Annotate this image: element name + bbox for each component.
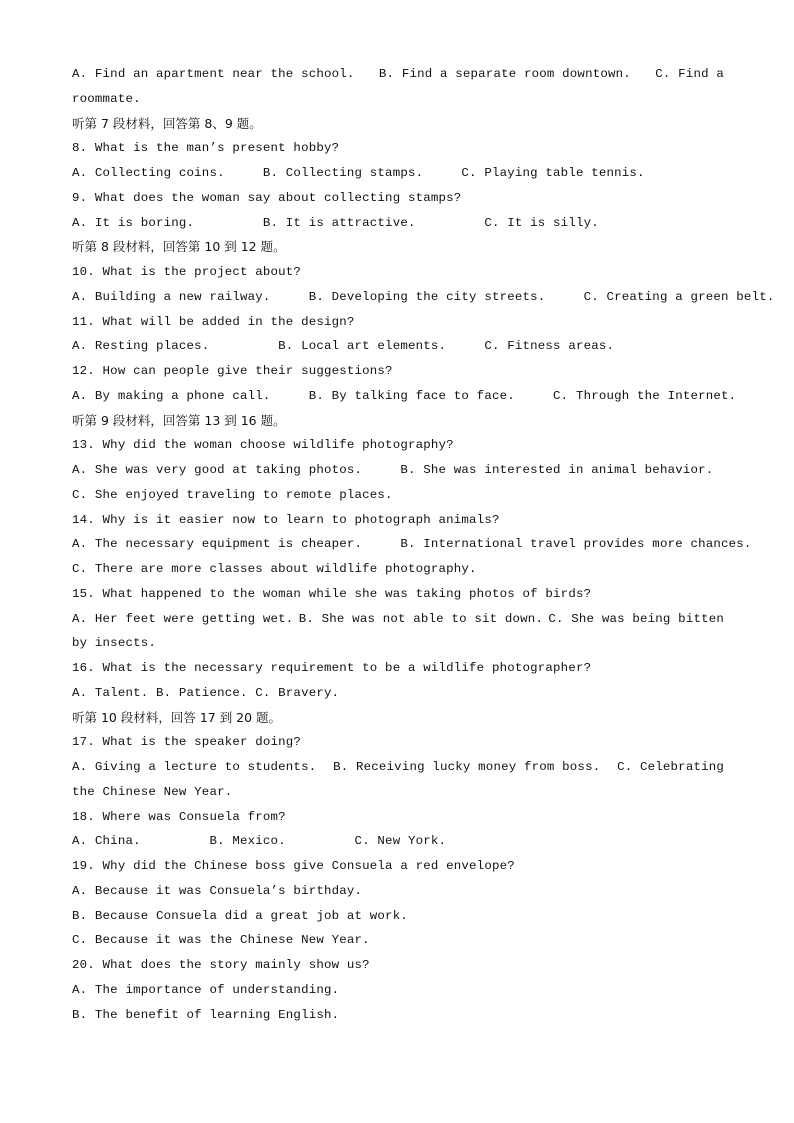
option-text: A. Find an apartment near the school.: [72, 67, 355, 81]
option-text: B. She was not able to sit down.: [298, 611, 544, 626]
section-heading: 听第 7 段材料，回答第 8、9 题。: [72, 115, 262, 131]
text-line: roommate.: [72, 91, 141, 106]
text-line: 20. What does the story mainly show us?: [72, 958, 370, 972]
text-line: the Chinese New Year.: [72, 784, 233, 799]
text-line: 12. How can people give their suggestions?: [72, 364, 393, 378]
option-text: C. Celebrating: [617, 760, 724, 774]
text-line: C. Because it was the Chinese New Year.: [72, 933, 370, 948]
text-line: A. By making a phone call. B. By talking face to face. C. Through the Internet.: [72, 388, 737, 403]
text-line: B. The benefit of learning English.: [72, 1007, 340, 1022]
exam-questions: [72, 62, 775, 1027]
text-line: A. She was very good at taking photos. B. She was interested in animal behavior.: [72, 463, 714, 477]
text-line: 14. Why is it easier now to learn to photograph animals?: [72, 512, 500, 527]
text-line: A. The necessary equipment is cheaper. B. International travel provides more chances.: [72, 537, 752, 552]
text-line: A. China. B. Mexico. C. New York.: [72, 834, 447, 849]
option-text: C. She was being bitten: [548, 611, 724, 626]
text-line: 10. What is the project about?: [72, 265, 302, 279]
text-line: A. Talent. B. Patience. C. Bravery.: [72, 685, 340, 700]
text-line: A. Collecting coins. B. Collecting stamps. C. Playing table tennis.: [72, 166, 645, 180]
text-line: 16. What is the necessary requirement to be a wildlife photographer?: [72, 661, 592, 675]
text-line: 17. What is the speaker doing?: [72, 735, 302, 750]
text-line: A. Building a new railway. B. Developing the city streets. C. Creating a green belt.: [72, 289, 775, 304]
options-line: [72, 755, 724, 780]
text-line: A. Resting places. B. Local art elements. C. Fitness areas.: [72, 339, 615, 354]
text-line: 13. Why did the woman choose wildlife photography?: [72, 438, 454, 453]
text-line: 9. What does the woman say about collecting stamps?: [72, 190, 462, 205]
text-line: by insects.: [72, 636, 156, 651]
text-line: A. It is boring. B. It is attractive. C. It is silly.: [72, 215, 599, 230]
option-text: A. Giving a lecture to students.: [72, 760, 317, 774]
text-line: 18. Where was Consuela from?: [72, 809, 286, 824]
text-line: B. Because Consuela did a great job at work.: [72, 908, 408, 923]
text-line: 19. Why did the Chinese boss give Consuela a red envelope?: [72, 859, 515, 873]
text-line: 8. What is the man’s present hobby?: [72, 141, 340, 156]
options-line: [72, 62, 724, 87]
option-text: B. Find a separate room downtown.: [378, 67, 631, 81]
text-line: C. There are more classes about wildlife photography.: [72, 562, 477, 576]
option-text: C. Find a: [655, 67, 724, 81]
text-line: A. Because it was Consuela’s birthday.: [72, 883, 363, 898]
text-line: A. The importance of understanding.: [72, 982, 340, 997]
text-line: 15. What happened to the woman while she was taking photos of birds?: [72, 586, 592, 601]
text-line: 11. What will be added in the design?: [72, 314, 355, 329]
text-line: C. She enjoyed traveling to remote places.: [72, 487, 393, 502]
section-heading: 听第 9 段材料，回答第 13 到 16 题。: [72, 412, 286, 428]
section-heading: 听第 8 段材料，回答第 10 到 12 题。: [72, 239, 286, 255]
section-heading: 听第 10 段材料，回答 17 到 20 题。: [72, 709, 282, 725]
options-line: [72, 607, 724, 632]
option-text: B. Receiving lucky money from boss.: [333, 760, 601, 774]
option-text: A. Her feet were getting wet.: [72, 611, 294, 626]
